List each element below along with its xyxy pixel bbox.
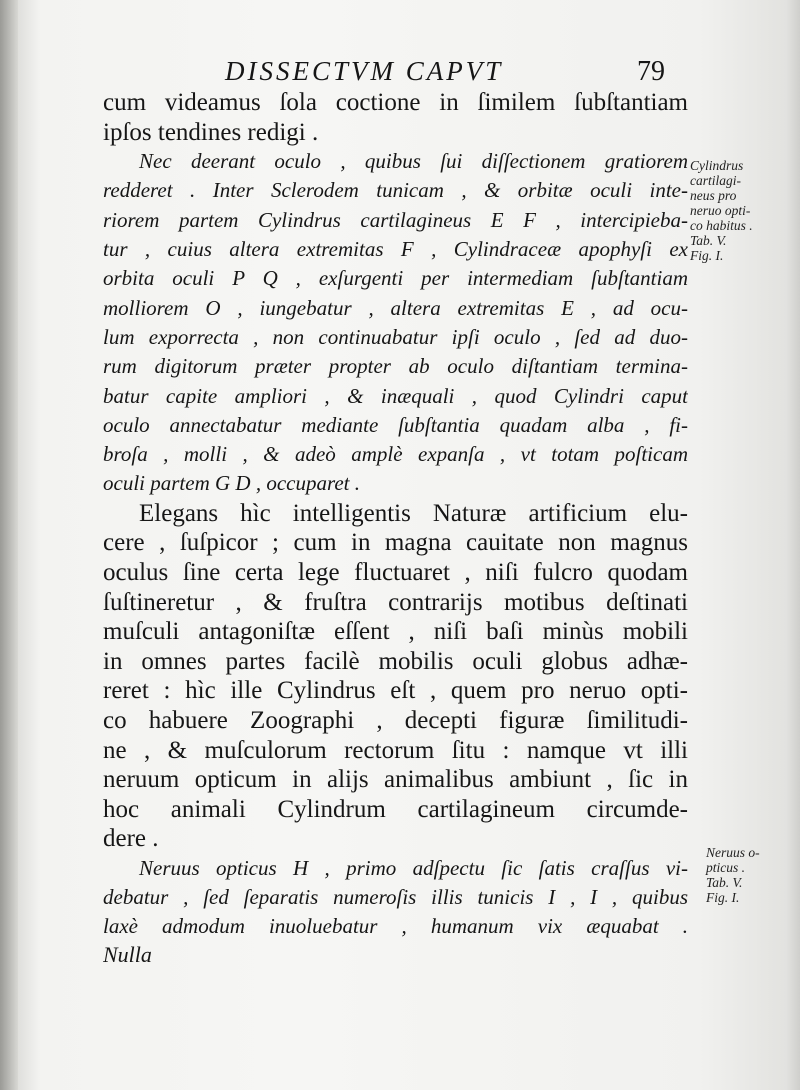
running-title: DISSECTVM CAPVT bbox=[225, 56, 504, 86]
text-line: cere , ſuſpicor ; cum in magna cauitate non magnus bbox=[103, 529, 688, 557]
text-line: ſuſtineretur , & fruſtra contrarijs motibus deſtinati bbox=[103, 588, 688, 616]
main-text-block bbox=[103, 88, 688, 968]
text-line: ipſos tendines redigi . bbox=[103, 118, 319, 146]
text-line: debatur , ſed ſeparatis numeroſis illis tunicis I , I , quibus bbox=[103, 885, 688, 910]
text-line: molliorem O , iungebatur , altera extremitas E , ad ocu- bbox=[103, 295, 688, 320]
text-line: orbita oculi P Q , exſurgenti per intermediam ſubſtantiam bbox=[103, 266, 688, 291]
text-line: oculus ſine certa lege fluctuaret , niſi fulcro quodam bbox=[103, 558, 688, 586]
text-line: laxè admodum inuoluebatur , humanum vix æquabat . bbox=[103, 914, 688, 939]
margin-note-cylindrus bbox=[690, 158, 790, 263]
text-line: in omnes partes facilè mobilis oculi globus adhæ- bbox=[103, 647, 688, 675]
text-line: ne , & muſculorum rectorum ſitu : namque vt illi bbox=[103, 736, 688, 764]
text-line: reret : hìc ille Cylindrus eſt , quem pro neruo opti- bbox=[103, 677, 688, 705]
text-line: Elegans hìc intelligentis Naturæ artificium elu- bbox=[139, 499, 688, 527]
text-line: riorem partem Cylindrus cartilagineus E F , intercipieba- bbox=[103, 207, 688, 232]
text-line: redderet . Inter Sclerodem tunicam , & orbitæ oculi inte- bbox=[103, 178, 688, 203]
text-line: oculo annectabatur mediante ſubſtantia quadam alba , fi- bbox=[103, 412, 688, 437]
catchword: Nulla bbox=[103, 941, 152, 967]
text-line: tur , cuius altera extremitas F , Cylindraceæ apophyſi ex bbox=[103, 237, 688, 262]
text-line: broſa , molli , & adeò amplè expanſa , vt totam poſticam bbox=[103, 442, 688, 467]
margin-note-line: Tab. V. bbox=[690, 233, 727, 248]
text-line: rum digitorum præter propter ab oculo diſtantiam termina- bbox=[103, 354, 688, 379]
text-line: dere . bbox=[103, 825, 159, 853]
margin-note-line: neruo opti- bbox=[690, 203, 751, 218]
text-line: batur capite ampliori , & inæquali , quod Cylindri caput bbox=[103, 383, 688, 408]
text-line: Neruus opticus H , primo adſpectu ſic ſatis craſſus vi- bbox=[139, 855, 688, 880]
text-line: lum exporrecta , non continuabatur ipſi oculo , ſed ad duo- bbox=[103, 324, 688, 349]
margin-note-line: co habitus . bbox=[690, 218, 753, 233]
margin-note-line: pticus . bbox=[706, 860, 745, 875]
margin-note-line: Tab. V. bbox=[706, 875, 743, 890]
text-line: muſculi antagoniſtæ eſſent , niſi baſi minùs mobili bbox=[103, 618, 688, 646]
text-line: hoc animali Cylindrum cartilagineum circumde- bbox=[103, 795, 688, 823]
text-line: neruum opticum in alijs animalibus ambiunt , ſic in bbox=[103, 766, 688, 794]
text-line: oculi partem G D , occuparet . bbox=[103, 471, 361, 496]
margin-note-line: Neruus o- bbox=[706, 845, 760, 860]
page-header bbox=[225, 56, 665, 90]
text-line: Nec deerant oculo , quibus ſui diſſectionem gratiorem bbox=[139, 149, 688, 174]
page-number: 79 bbox=[637, 56, 665, 87]
margin-note-line: Cylindrus bbox=[690, 158, 744, 173]
margin-note-line: neus pro bbox=[690, 188, 737, 203]
margin-note-line: Fig. I. bbox=[706, 890, 740, 905]
margin-note-neruus bbox=[706, 845, 798, 905]
margin-note-line: Fig. I. bbox=[690, 248, 724, 263]
text-line: co habuere Zoographi , decepti figuræ ſimilitudi- bbox=[103, 706, 688, 734]
margin-note-line: cartilagi- bbox=[690, 173, 741, 188]
text-line: cum videamus ſola coctione in ſimilem ſubſtantiam bbox=[103, 89, 688, 116]
page-gutter-shadow bbox=[0, 0, 18, 1090]
